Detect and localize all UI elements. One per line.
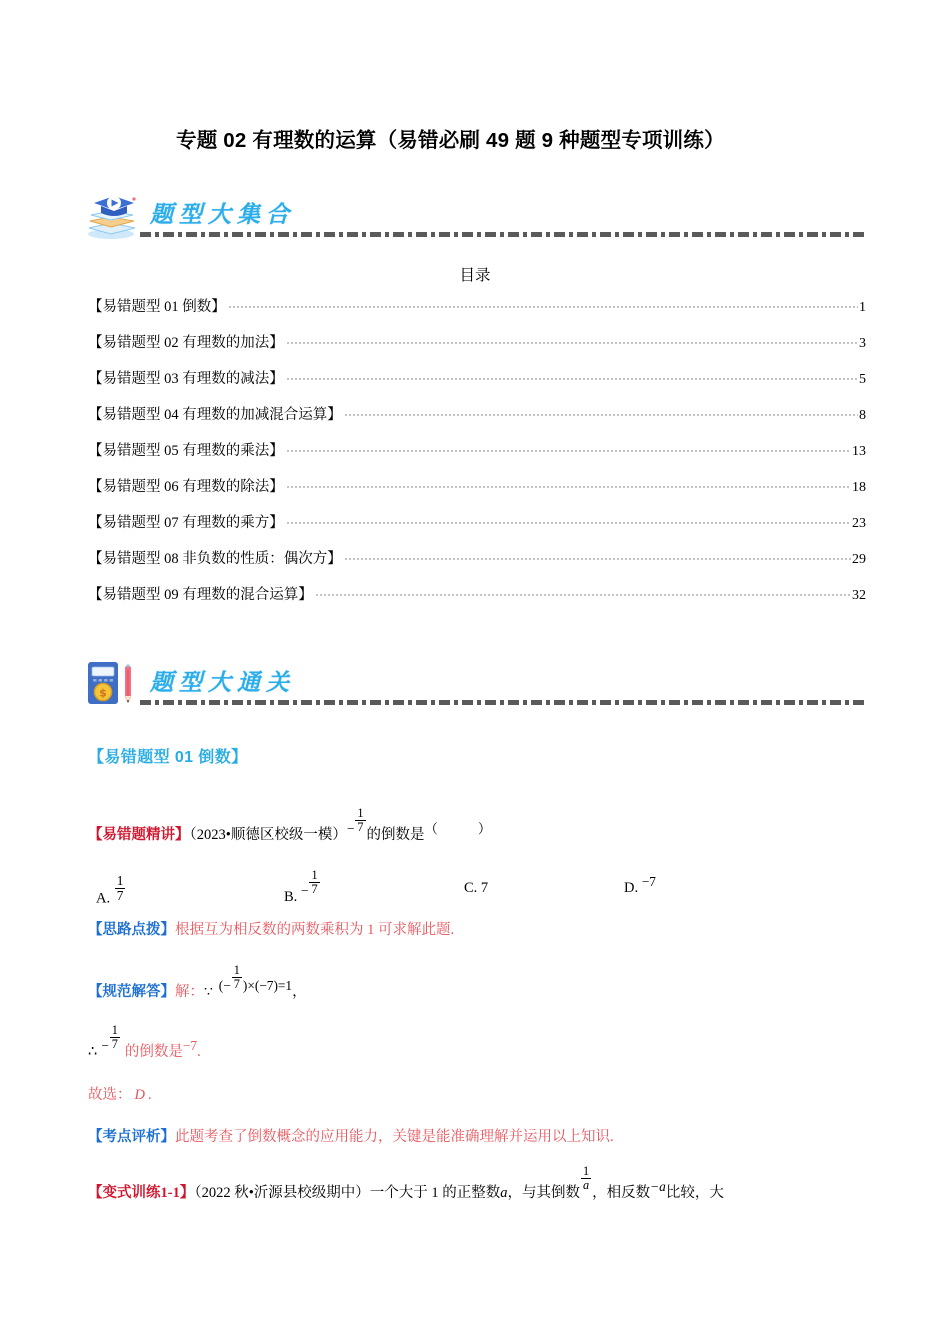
problem-source: （2023•顺德区校级一模） [189, 826, 347, 843]
banner-rule [140, 700, 866, 705]
section-heading-01: 【易错题型 01 倒数】 [88, 749, 248, 766]
solution-line-1 [88, 963, 307, 1004]
toc-entry[interactable] [88, 403, 866, 439]
toc-dot-leader [344, 405, 858, 419]
review-line [88, 1127, 614, 1149]
option-c-value: 7 [480, 880, 489, 896]
toc-dot-leader [286, 333, 858, 347]
toc-entry-label: 【易错题型 01 倒数】 [88, 299, 226, 315]
option-a-value: $\frac{1}{7}$ [116, 873, 124, 904]
toc-list [88, 295, 866, 619]
hint-text: 根据互为相反数的两数乘积为 1 可求解此题. [175, 922, 455, 938]
toc-entry[interactable] [88, 295, 866, 331]
problem-stem [88, 806, 492, 847]
toc-entry[interactable] [88, 439, 866, 475]
toc-entry[interactable] [88, 475, 866, 511]
variant-text-d: 比较，大 [665, 1184, 724, 1201]
solution-equation: (− $\frac{1}{7}$ )×(−7)=1 [218, 963, 293, 994]
variant-fraction: $\frac{1}{a}$ [583, 1164, 590, 1192]
toc-heading: 目录 [459, 267, 491, 284]
answer-line [88, 1085, 152, 1107]
svg-text:$: $ [99, 686, 107, 700]
answer-period: . [147, 1087, 152, 1103]
toc-entry[interactable] [88, 331, 866, 367]
toc-dot-leader [286, 441, 851, 455]
toc-entry-page: 13 [852, 444, 866, 459]
option-a[interactable] [96, 873, 126, 908]
solution-lead: 解： [175, 983, 204, 1000]
graduation-cap-books-icon [84, 190, 142, 240]
review-tag: 【考点评析】 [88, 1129, 175, 1145]
toc-entry[interactable] [88, 367, 866, 403]
option-b-value: − $\frac{1}{7}$ [300, 868, 318, 899]
conclusion-fraction: − $\frac{1}{7}$ [101, 1023, 118, 1054]
option-b-letter: B. [284, 888, 298, 905]
conclusion-text: 的倒数是 [124, 1043, 183, 1060]
toc-entry-label: 【易错题型 05 有理数的乘法】 [88, 443, 284, 459]
banner-collection-text: 题型大集合 [150, 202, 295, 228]
toc-entry-label: 【易错题型 04 有理数的加减混合运算】 [88, 407, 342, 423]
page-title: 专题 02 有理数的运算（易错必刷 49 题 9 种题型专项训练） [176, 129, 725, 152]
answer-letter: D [134, 1087, 145, 1103]
solution-tag: 【规范解答】 [88, 983, 175, 1000]
problem-tag: 【易错题精讲】 [88, 826, 190, 843]
toc-entry-page: 18 [852, 480, 866, 495]
choice-paren-close: ） [477, 821, 492, 837]
option-d-letter: D. [624, 880, 639, 896]
toc-entry[interactable] [88, 583, 866, 619]
variant-text-b: ，与其倒数 [507, 1184, 581, 1201]
toc-entry-page: 29 [852, 552, 866, 567]
option-c-letter: C. [464, 880, 478, 896]
banner-collection [84, 190, 866, 242]
because-symbol: ∵ [204, 983, 213, 999]
problem-stem-tail: 的倒数是 [366, 826, 425, 843]
calculator-pencil-icon [84, 658, 142, 708]
toc-dot-leader [286, 369, 858, 383]
toc-entry-page: 1 [859, 300, 866, 315]
variant-source: （2022 秋•沂源县校级期中） [194, 1184, 370, 1201]
toc-entry[interactable] [88, 547, 866, 583]
hint-tag: 【思路点拨】 [88, 922, 175, 938]
toc-entry-page: 32 [852, 588, 866, 603]
conclusion-period: . [197, 1043, 201, 1060]
toc-dot-leader [228, 297, 858, 311]
banner-challenge [84, 658, 866, 710]
fraction-denominator: 7 [357, 819, 364, 834]
problem-fraction [346, 806, 367, 839]
toc-entry-label: 【易错题型 07 有理数的乘方】 [88, 515, 284, 531]
choice-paren-open: （ [424, 821, 438, 837]
option-a-letter: A. [96, 890, 111, 907]
banner-challenge-text: 题型大通关 [150, 670, 295, 696]
hint-line [88, 920, 454, 942]
variant-line [88, 1164, 724, 1205]
variant-text-c: ，相反数 [592, 1184, 651, 1201]
toc-dot-leader [286, 513, 851, 527]
toc-entry-page: 8 [859, 408, 866, 423]
review-text: 此题考查了倒数概念的应用能力，关键是能准确理解并运用以上知识. [175, 1129, 614, 1145]
banner-rule [140, 232, 866, 237]
toc-entry-label: 【易错题型 02 有理数的加法】 [88, 335, 284, 351]
fraction-sign: − [346, 821, 355, 837]
toc-entry-page: 5 [859, 372, 866, 387]
variant-var-1: a [500, 1184, 508, 1201]
option-d[interactable] [624, 874, 656, 897]
toc-entry-label: 【易错题型 06 有理数的除法】 [88, 479, 284, 495]
solution-line-2 [88, 1023, 201, 1064]
option-b[interactable] [284, 868, 321, 906]
therefore-symbol: ∴ [88, 1043, 98, 1060]
fraction-numerator: 1 [357, 806, 364, 821]
toc-entry-label: 【易错题型 03 有理数的减法】 [88, 371, 284, 387]
solution-comma: ， [292, 983, 307, 1000]
toc-entry-label: 【易错题型 09 有理数的混合运算】 [88, 587, 313, 603]
variant-var-2: −a [650, 1179, 666, 1195]
option-c[interactable] [464, 880, 488, 897]
toc-entry[interactable] [88, 511, 866, 547]
variant-tag: 【变式训练1-1】 [88, 1184, 195, 1201]
toc-entry-label: 【易错题型 08 非负数的性质：偶次方】 [88, 551, 342, 567]
toc-dot-leader [315, 585, 851, 599]
answer-lead: 故选： [88, 1087, 132, 1103]
toc-dot-leader [344, 549, 851, 563]
toc-dot-leader [286, 477, 851, 491]
conclusion-value: −7 [182, 1038, 198, 1054]
toc-entry-page: 3 [859, 336, 866, 351]
variant-text-a: 一个大于 1 的正整数 [369, 1184, 501, 1201]
option-d-value: −7 [641, 874, 656, 890]
toc-entry-page: 23 [852, 516, 866, 531]
